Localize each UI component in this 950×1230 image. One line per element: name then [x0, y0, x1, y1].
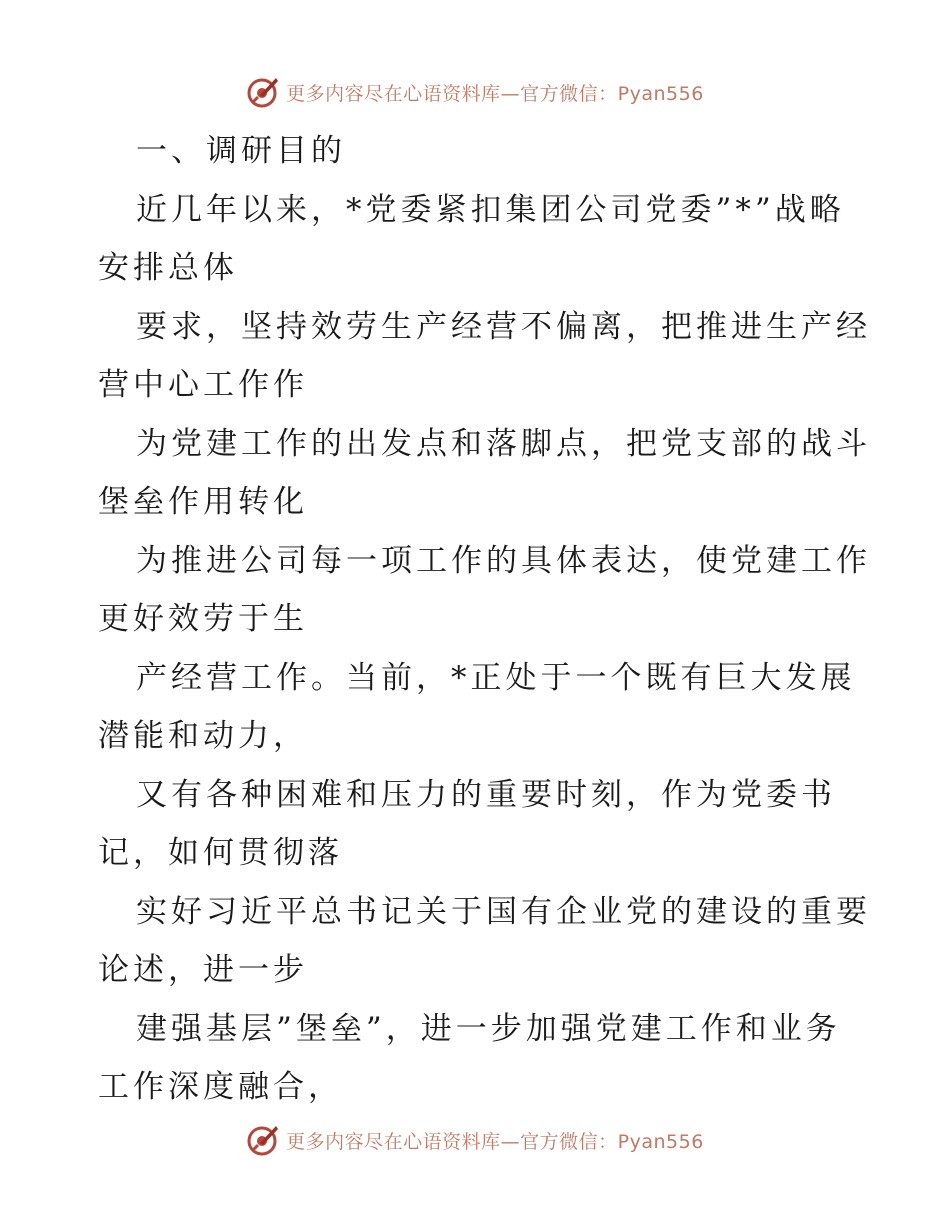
section-heading: 一、调研目的: [136, 133, 346, 169]
banner-text: 更多内容尽在心语资料库—官方微信：Pyan556: [286, 82, 704, 105]
paragraph-line: 近几年以来，*党委紧扣集团公司党委”*”战略: [136, 191, 845, 228]
paragraph-line: 堡垒作用转化: [98, 484, 308, 520]
paragraph-line: 论述，进一步: [98, 952, 308, 988]
quill-logo-icon: [246, 1123, 280, 1157]
quill-logo-icon: [246, 75, 280, 109]
paragraph-line: 潜能和动力，: [98, 718, 308, 754]
paragraph-line: 产经营工作。当前，*正处于一个既有巨大发展: [136, 659, 856, 696]
paragraph-line: 又有各种困难和压力的重要时刻，作为党委书: [136, 776, 836, 813]
document-body: [98, 122, 871, 1117]
paragraph-line: 为党建工作的出发点和落脚点，把党支部的战斗: [136, 425, 871, 462]
paragraph-line: 记，如何贯彻落: [98, 835, 343, 871]
paragraph-line: 为推进公司每一项工作的具体表达，使党建工作: [136, 542, 871, 579]
paragraph-line: 要求，坚持效劳生产经营不偏离，把推进生产经: [136, 308, 871, 345]
paragraph-line: 更好效劳于生: [98, 601, 308, 637]
paragraph-line: 实好习近平总书记关于国有企业党的建设的重要: [136, 893, 871, 930]
paragraph-line: 建强基层”堡垒”，进一步加强党建工作和业务: [136, 1010, 841, 1047]
banner-text: 更多内容尽在心语资料库—官方微信：Pyan556: [286, 1130, 704, 1153]
paragraph-line: 安排总体: [98, 250, 238, 286]
paragraph-line: 营中心工作作: [98, 367, 308, 403]
footer-banner: [0, 1120, 950, 1160]
header-banner: [0, 72, 950, 112]
paragraph-line: 工作深度融合，: [98, 1069, 343, 1105]
